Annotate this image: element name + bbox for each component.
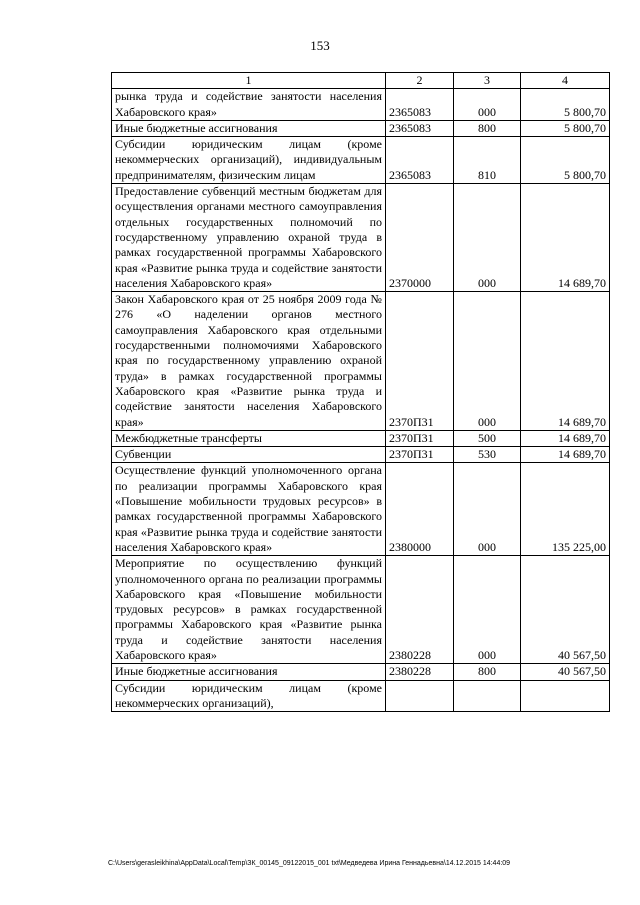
- row-expense-kind: 800: [454, 664, 521, 680]
- table-row: [112, 120, 610, 136]
- table-row: [112, 447, 610, 463]
- header-col-4: 4: [521, 73, 610, 89]
- row-amount: 14 689,70: [521, 184, 610, 292]
- row-expense-kind: 810: [454, 137, 521, 184]
- row-expense-kind: 800: [454, 120, 521, 136]
- row-amount: 40 567,50: [521, 664, 610, 680]
- row-target-code: 2370000: [386, 184, 454, 292]
- table-row: [112, 137, 610, 184]
- row-description: Иные бюджетные ассигнования: [112, 120, 386, 136]
- row-target-code: 2365083: [386, 137, 454, 184]
- footer-file-path: C:\Users\gerasleikhina\AppData\Local\Temp\ЗК_00145_09122015_001 txt\Медведева Ирина Геннадьевна\14.12.2015 14:44:09: [108, 860, 511, 867]
- row-amount: 14 689,70: [521, 430, 610, 446]
- row-description: Осуществление функций уполномоченного органа по реализации программы Хабаровского края «Повышение мобильности трудовых ресурсов» в рамках государственной программы Хабаровского края «Развитие рынка труда и содействие занятости населения Хабаровского края»: [112, 463, 386, 556]
- table-header-row: [112, 73, 610, 89]
- row-amount: 14 689,70: [521, 292, 610, 431]
- row-target-code: [386, 680, 454, 712]
- row-description: Закон Хабаровского края от 25 ноября 2009 года № 276 «О наделении органов местного самоуправления Хабаровского края отдельными государственными полномочиями Хабаровского края по государственному управлению охраной труда» в рамках государственной программы Хабаровского края «Развитие рынка труда и содействие занятости населения Хабаровского края»: [112, 292, 386, 431]
- table-row: [112, 89, 610, 121]
- row-amount: 5 800,70: [521, 89, 610, 121]
- row-description: Субсидии юридическим лицам (кроме некоммерческих организаций),: [112, 680, 386, 712]
- row-description: Иные бюджетные ассигнования: [112, 664, 386, 680]
- row-expense-kind: 000: [454, 184, 521, 292]
- row-expense-kind: 000: [454, 463, 521, 556]
- row-target-code: 2370П31: [386, 447, 454, 463]
- table-row: [112, 184, 610, 292]
- row-target-code: 2380228: [386, 556, 454, 664]
- row-amount: [521, 680, 610, 712]
- row-amount: 40 567,50: [521, 556, 610, 664]
- row-target-code: 2380000: [386, 463, 454, 556]
- row-description: Мероприятие по осуществлению функций уполномоченного органа по реализации программы Хабаровского края «Повышение мобильности трудовых ресурсов» в рамках государственной программы Хабаровского края «Развитие рынка труда и содействие занятости населения Хабаровского края»: [112, 556, 386, 664]
- row-expense-kind: 000: [454, 89, 521, 121]
- row-description: рынка труда и содействие занятости населения Хабаровского края»: [112, 89, 386, 121]
- page-number: 153: [310, 38, 330, 53]
- row-description: Субвенции: [112, 447, 386, 463]
- table-row: [112, 292, 610, 431]
- row-amount: 14 689,70: [521, 447, 610, 463]
- row-expense-kind: 000: [454, 292, 521, 431]
- header-col-1: 1: [112, 73, 386, 89]
- row-amount: 5 800,70: [521, 137, 610, 184]
- row-expense-kind: [454, 680, 521, 712]
- row-target-code: 2380228: [386, 664, 454, 680]
- row-amount: 5 800,70: [521, 120, 610, 136]
- table-row: [112, 463, 610, 556]
- table-row: [112, 680, 610, 712]
- header-col-2: 2: [386, 73, 454, 89]
- row-amount: 135 225,00: [521, 463, 610, 556]
- row-expense-kind: 530: [454, 447, 521, 463]
- table-row: [112, 664, 610, 680]
- row-target-code: 2370П31: [386, 430, 454, 446]
- row-expense-kind: 000: [454, 556, 521, 664]
- row-expense-kind: 500: [454, 430, 521, 446]
- table-row: [112, 430, 610, 446]
- row-target-code: 2365083: [386, 89, 454, 121]
- row-description: Предоставление субвенций местным бюджетам для осуществления органами местного самоуправления отдельных государственных полномочий по государственному управлению охраной труда в рамках государственной программы Хабаровского края «Развитие рынка труда и содействие занятости населения Хабаровского края»: [112, 184, 386, 292]
- header-col-3: 3: [454, 73, 521, 89]
- table-row: [112, 556, 610, 664]
- row-description: Межбюджетные трансферты: [112, 430, 386, 446]
- row-description: Субсидии юридическим лицам (кроме некоммерческих организаций), индивидуальным предпринимателям, физическим лицам: [112, 137, 386, 184]
- row-target-code: 2365083: [386, 120, 454, 136]
- row-target-code: 2370П31: [386, 292, 454, 431]
- budget-table: [111, 72, 610, 712]
